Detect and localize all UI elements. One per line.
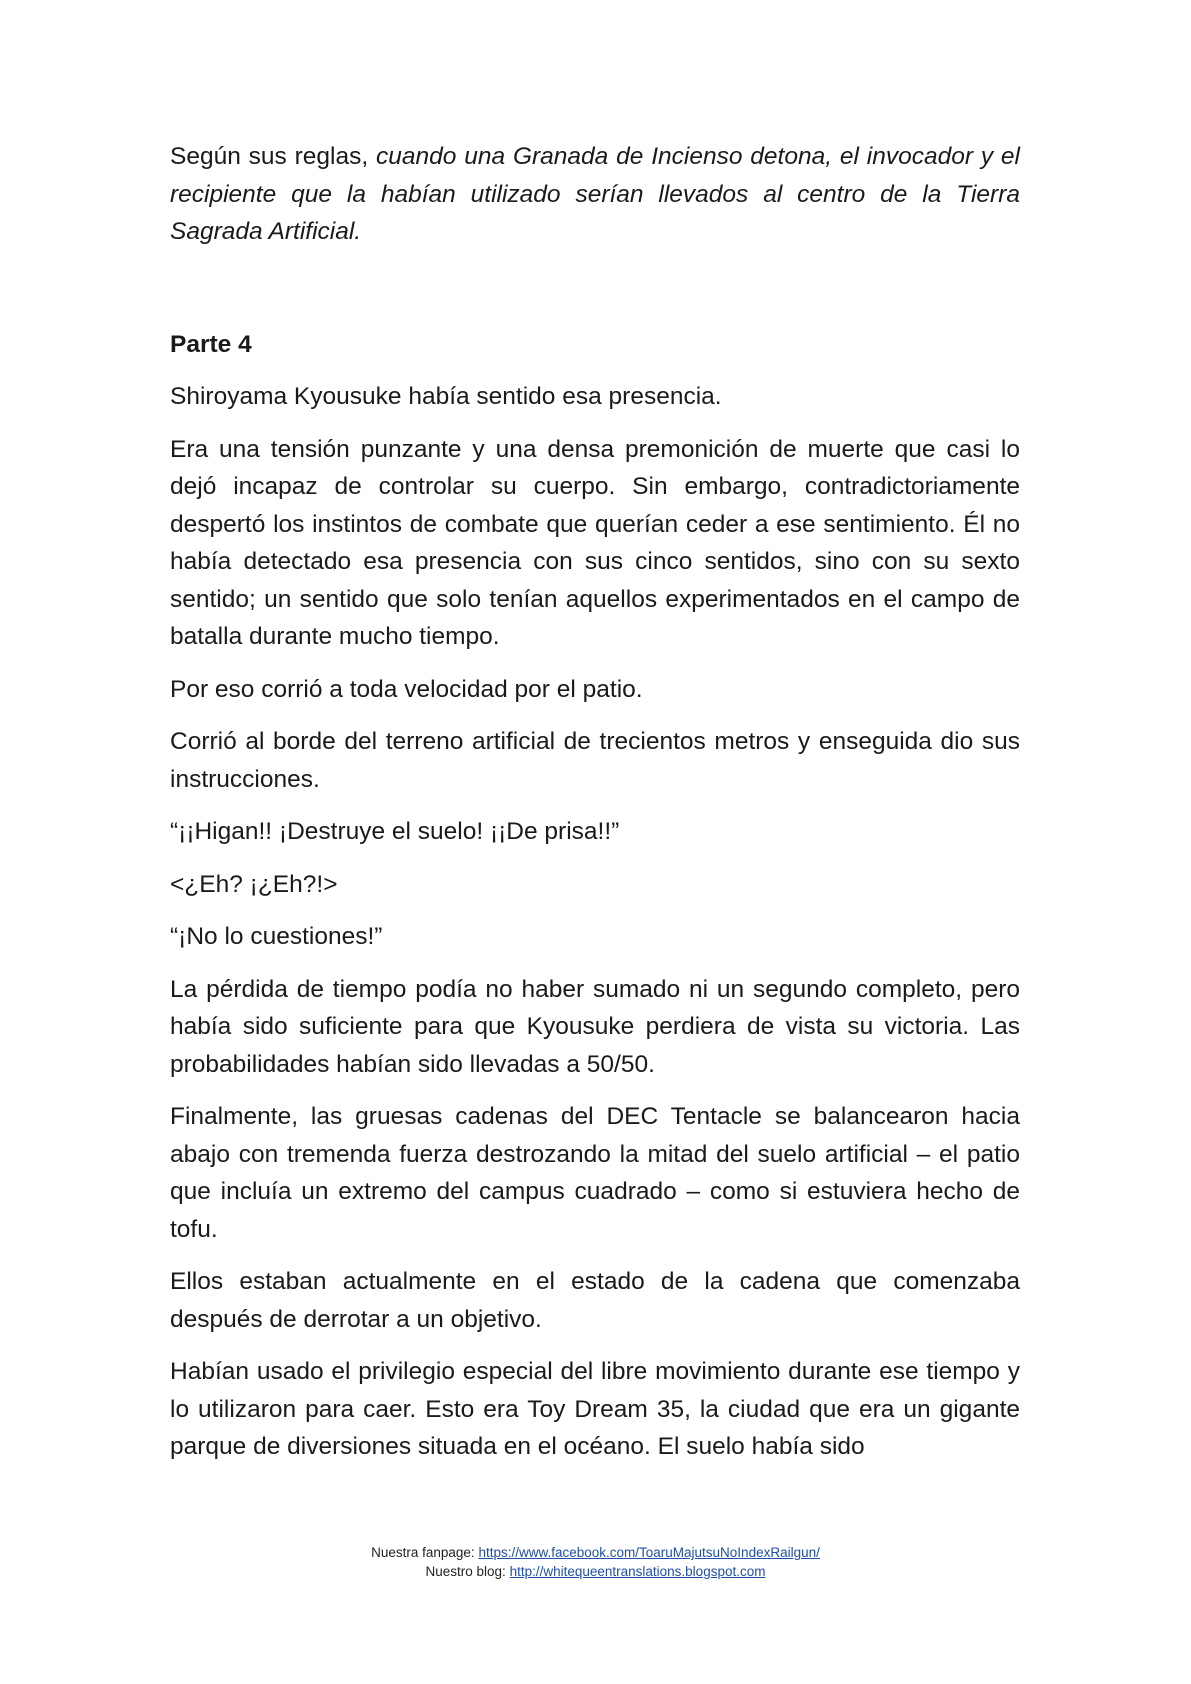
dialogue-1: “¡¡Higan!! ¡Destruye el suelo! ¡¡De prisa!!” xyxy=(170,818,620,845)
paragraph-6: Finalmente, las gruesas cadenas del DEC Tentacle se balancearon hacia abajo con tremenda fuerza destrozando la mitad del suelo artificial – el patio que incluía un extremo del campus cuadrado – como si estuviera hecho de tofu. xyxy=(170,1103,1020,1243)
dialogue-3: “¡No lo cuestiones!” xyxy=(170,923,383,950)
paragraph-1: Shiroyama Kyousuke había sentido esa presencia. xyxy=(170,383,722,410)
document-body xyxy=(170,138,1020,1481)
paragraph-7: Ellos estaban actualmente en el estado de la cadena que comenzaba después de derrotar a un objetivo. xyxy=(170,1268,1020,1333)
paragraph-8: Habían usado el privilegio especial del libre movimiento durante ese tiempo y lo utilizaron para caer. Esto era Toy Dream 35, la ciudad que era un gigante parque de diversiones situada en el océano. El suelo había sido xyxy=(170,1358,1020,1460)
footer-blog-label: Nuestro blog: xyxy=(425,1564,510,1579)
fanpage-link[interactable]: https://www.facebook.com/ToaruMajutsuNoIndexRailgun/ xyxy=(478,1545,820,1560)
paragraph-4: Corrió al borde del terreno artificial de trecientos metros y enseguida dio sus instrucciones. xyxy=(170,728,1020,793)
page-footer xyxy=(0,1543,1191,1581)
intro-paragraph xyxy=(170,138,1020,251)
section-spacer xyxy=(170,266,1020,326)
blog-link[interactable]: http://whitequeentranslations.blogspot.com xyxy=(509,1564,766,1579)
paragraph-2: Era una tensión punzante y una densa premonición de muerte que casi lo dejó incapaz de controlar su cuerpo. Sin embargo, contradictoriamente despertó los instintos de combate que querían ceder a ese sentimiento. Él no había detectado esa presencia con sus cinco sentidos, sino con su sexto sentido; un sentido que solo tenían aquellos experimentados en el campo de batalla durante mucho tiempo. xyxy=(170,435,1020,650)
paragraph-5: La pérdida de tiempo podía no haber sumado ni un segundo completo, pero había sido suficiente para que Kyousuke perdiera de vista su victoria. Las probabilidades habían sido llevadas a 50/50. xyxy=(170,975,1020,1078)
dialogue-2: <¿Eh? ¡¿Eh?!> xyxy=(170,870,338,898)
intro-italic-text: cuando una Granada de Incienso detona, el invocador y el recipiente que la habían utilizado serían llevados al centro de la Tierra Sagrada Artificial. xyxy=(170,143,1020,245)
footer-fanpage-label: Nuestra fanpage: xyxy=(371,1545,479,1560)
intro-lead-text: Según sus reglas, xyxy=(170,143,377,170)
footer-fanpage-line xyxy=(0,1543,1191,1562)
section-heading: Parte 4 xyxy=(170,330,252,358)
paragraph-3: Por eso corrió a toda velocidad por el patio. xyxy=(170,675,643,703)
footer-blog-line xyxy=(0,1562,1191,1581)
